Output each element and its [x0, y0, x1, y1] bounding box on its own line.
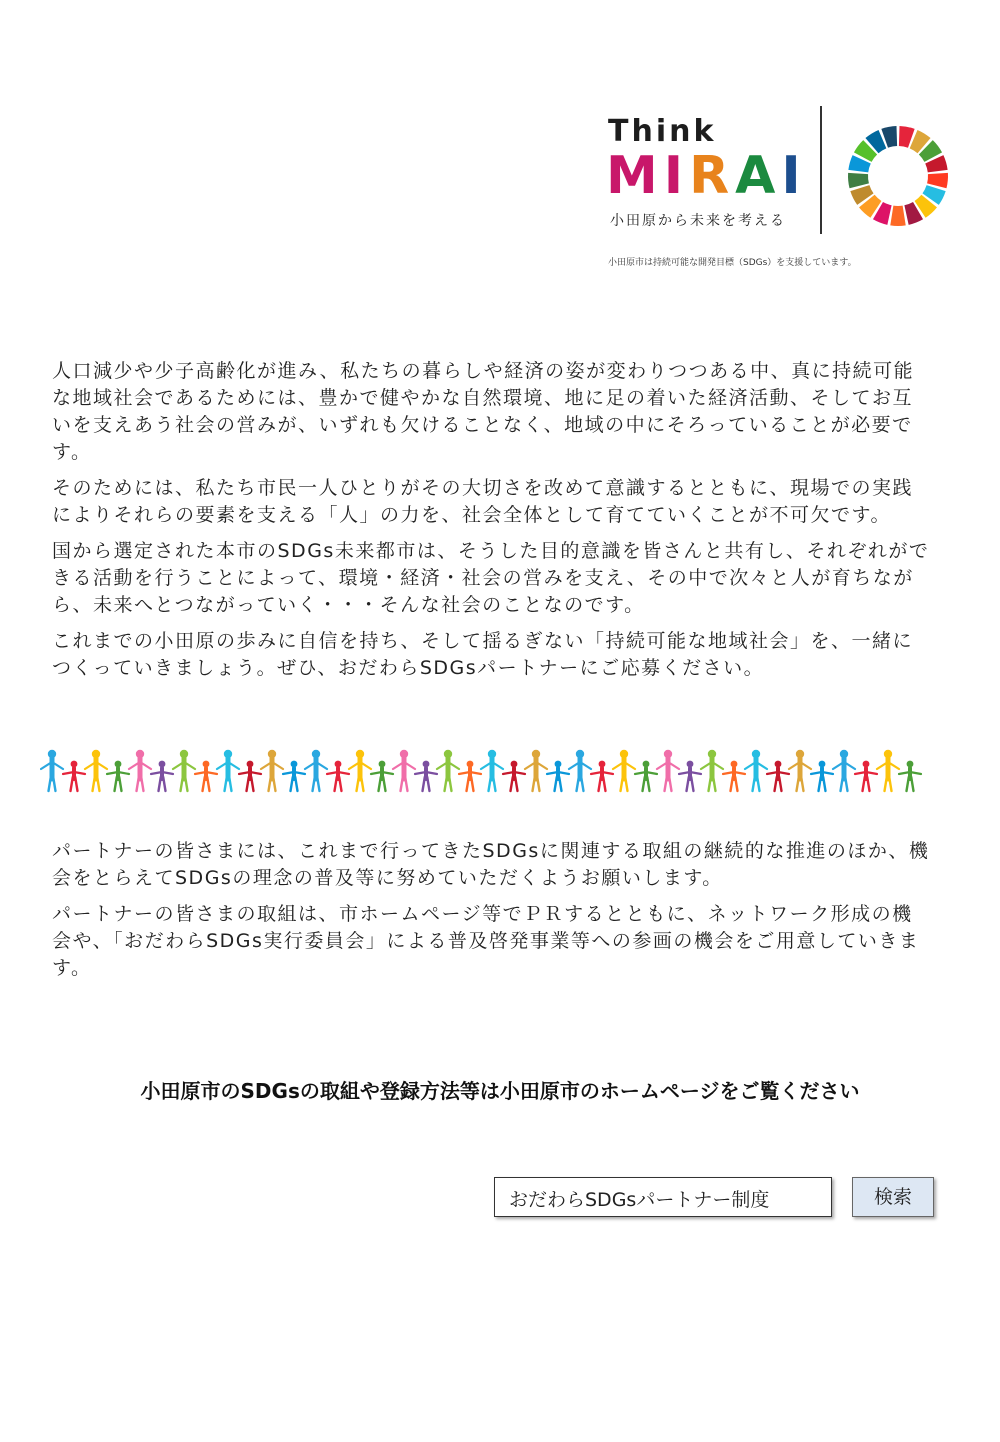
- person-figure: [613, 750, 635, 791]
- person-figure: [789, 750, 811, 791]
- sdgs-wheel-segment: [927, 173, 948, 188]
- partners-section: [52, 838, 932, 991]
- logo-think-text: Think: [608, 114, 717, 149]
- person-figure: [877, 750, 899, 791]
- person-figure: [239, 761, 261, 791]
- person-figure: [701, 750, 723, 791]
- person-figure: [591, 761, 613, 791]
- person-figure: [679, 761, 701, 791]
- person-figure: [349, 750, 371, 791]
- person-figure: [173, 750, 195, 791]
- person-figure: [503, 761, 525, 791]
- person-figure: [437, 750, 459, 791]
- person-figure: [371, 761, 393, 791]
- logo-tagline: 小田原から未来を考える: [610, 213, 786, 229]
- person-figure: [107, 761, 129, 791]
- person-figure: [811, 761, 833, 791]
- person-figure: [767, 761, 789, 791]
- person-figure: [327, 761, 349, 791]
- intro-paragraph-3: 国から選定された本市のSDGs未来都市は、そうした目的意識を皆さんと共有し、それぞれができる活動を行うことによって、環境・経済・社会の営みを支え、その中で次々と人が育ちながら、未来へとつながっていく・・・そんな社会のことなのです。: [52, 540, 930, 616]
- person-figure: [41, 750, 63, 791]
- person-figure: [525, 750, 547, 791]
- person-figure: [129, 750, 151, 791]
- mirai-letter: I: [781, 146, 807, 206]
- search-button[interactable]: 検索: [852, 1177, 934, 1217]
- person-figure: [151, 761, 173, 791]
- mirai-letter: A: [735, 146, 782, 206]
- person-figure: [415, 761, 437, 791]
- person-figure: [657, 750, 679, 791]
- person-figure: [305, 750, 327, 791]
- mirai-letter: M: [606, 146, 664, 206]
- person-figure: [481, 750, 503, 791]
- person-figure: [459, 761, 481, 791]
- people-chain-illustration: [40, 745, 930, 795]
- person-figure: [569, 750, 591, 791]
- person-figure: [393, 750, 415, 791]
- intro-paragraph-2: そのためには、私たち市民一人ひとりがその大切さを改めて意識するとともに、現場での実践によりそれらの要素を支える「人」の力を、社会全体として育てていくことが不可欠です。: [52, 477, 914, 526]
- partners-paragraph-2: パートナーの皆さまの取組は、市ホームページ等でＰＲするとともに、ネットワーク形成の機会や、「おだわらSDGs実行委員会」による普及啓発事業等への参画の機会をご用意していきます。: [52, 903, 920, 979]
- partners-paragraph-1: パートナーの皆さまには、これまで行ってきたSDGsに関連する取組の継続的な推進のほか、機会をとらえてSDGsの理念の普及等に努めていただくようお願いします。: [52, 840, 930, 889]
- sdgs-wheel-segment: [890, 206, 905, 226]
- person-figure: [261, 750, 283, 791]
- person-figure: [855, 761, 877, 791]
- person-figure: [723, 761, 745, 791]
- sdgs-wheel-icon: [846, 124, 950, 228]
- mirai-letter: I: [663, 146, 690, 206]
- think-mirai-logo: [600, 100, 960, 275]
- intro-paragraph-1: 人口減少や少子高齢化が進み、私たちの暮らしや経済の姿が変わりつつある中、真に持続可能な地域社会であるためには、豊かで健やかな自然環境、地に足の着いた経済活動、そしてお互いを支えあう社会の営みが、いずれも欠けることなく、地域の中にそろっていることが必要です。: [52, 360, 915, 463]
- person-figure: [899, 761, 921, 791]
- homepage-notice: 小田原市のSDGsの取組や登録方法等は小田原市のホームページをご覧ください: [140, 1079, 860, 1103]
- person-figure: [195, 761, 217, 791]
- person-figure: [217, 750, 239, 791]
- intro-paragraph-4: これまでの小田原の歩みに自信を持ち、そして揺るぎない「持続可能な地域社会」を、一緒につくっていきましょう。ぜひ、おだわらSDGsパートナーにご応募ください。: [52, 630, 914, 679]
- logo-mirai-text: [606, 146, 807, 206]
- person-figure: [547, 761, 569, 791]
- person-figure: [833, 750, 855, 791]
- person-figure: [283, 761, 305, 791]
- logo-divider: [820, 106, 822, 234]
- mirai-letter: R: [689, 146, 736, 206]
- search-input[interactable]: おだわらSDGsパートナー制度: [494, 1177, 832, 1217]
- person-figure: [635, 761, 657, 791]
- sdgs-wheel-segment: [848, 173, 869, 188]
- intro-section: [52, 358, 932, 691]
- person-figure: [85, 750, 107, 791]
- person-figure: [63, 761, 85, 791]
- person-figure: [745, 750, 767, 791]
- sdgs-support-text: 小田原市は持続可能な開発目標（SDGs）を支援しています。: [608, 258, 857, 268]
